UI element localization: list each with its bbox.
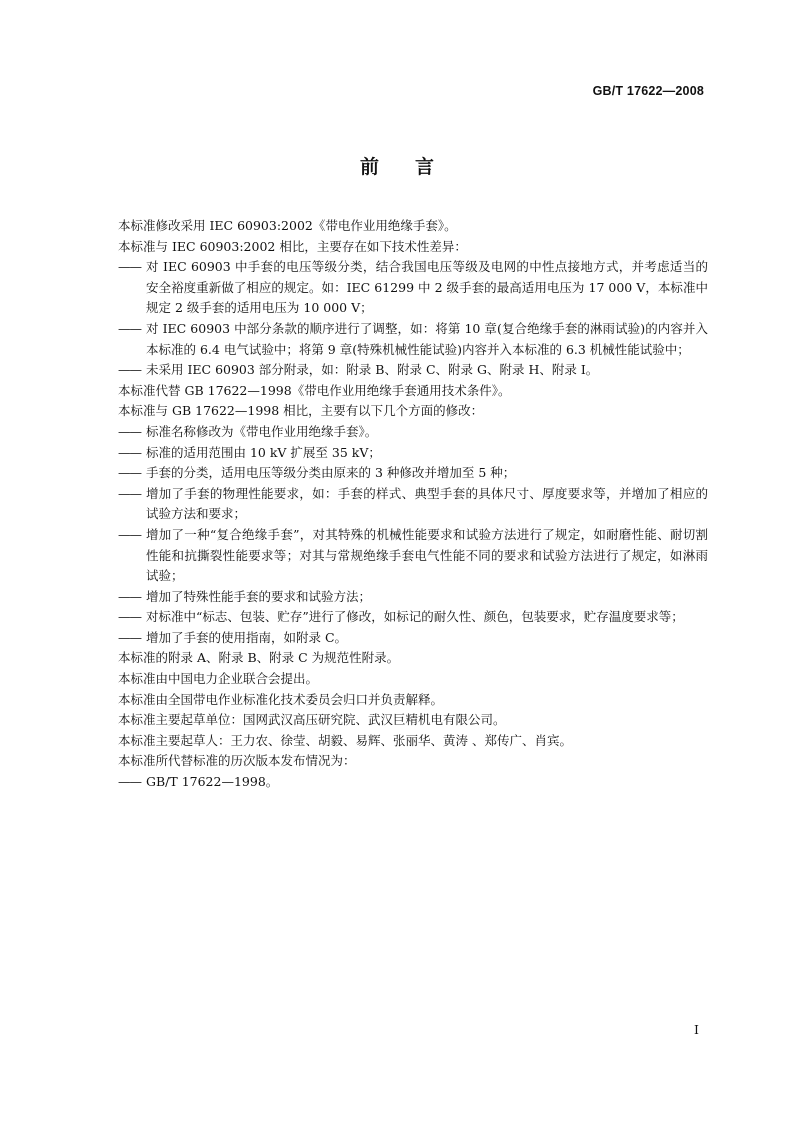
list-item-text: 对 IEC 60903 中手套的电压等级分类，结合我国电压等级及电网的中性点接地方式，并考虑适当的安全裕度重新做了相应的规定。如：IEC 61299 中 2 级手套的最高适用电压为 17 000 V，本标准中规定 2 级手套的适用电压为 10 000 V；	[146, 259, 708, 316]
paragraph: 本标准与 GB 17622—1998 相比，主要有以下几个方面的修改：	[118, 403, 484, 419]
paragraph: 本标准与 IEC 60903:2002 相比，主要存在如下技术性差异：	[118, 238, 467, 254]
dash-marker: ——	[118, 485, 141, 501]
dash-list-item	[118, 484, 708, 525]
list-item-text: 增加了特殊性能手套的要求和试验方法；	[146, 588, 372, 604]
page-title: 前言	[359, 156, 470, 178]
dash-marker: ——	[118, 362, 141, 378]
dash-marker: ——	[118, 320, 141, 336]
dash-list-item	[118, 360, 708, 381]
dash-list-item	[118, 607, 708, 628]
dash-marker: ——	[118, 609, 141, 625]
paragraph: 本标准代替 GB 17622—1998《带电作业用绝缘手套通用技术条件》。	[118, 382, 511, 398]
list-item-text: 增加了手套的物理性能要求，如：手套的样式、典型手套的具体尺寸、厚度要求等，并增加了相应的试验方法和要求；	[146, 485, 708, 522]
dash-list-item	[118, 443, 708, 464]
paragraph: 本标准主要起草人：王力农、徐莹、胡毅、易辉、张丽华、黄涛 、郑传广、肖宾。	[118, 732, 572, 748]
standard-code: GB/T 17622—2008	[592, 84, 704, 98]
dash-marker: ——	[118, 588, 141, 604]
list-item-text: GB/T 17622—1998。	[146, 774, 279, 790]
dash-list-item	[118, 257, 708, 319]
dash-list-item	[118, 422, 708, 443]
foreword-body	[118, 216, 708, 793]
dash-list-item	[118, 587, 708, 608]
paragraph: 本标准的附录 A、附录 B、附录 C 为规范性附录。	[118, 650, 400, 666]
dash-marker: ——	[118, 259, 141, 275]
paragraph: 本标准由中国电力企业联合会提出。	[118, 671, 319, 687]
dash-marker: ——	[118, 423, 141, 439]
dash-marker: ——	[118, 465, 141, 481]
dash-list-item	[118, 319, 708, 360]
dash-list-item	[118, 772, 708, 793]
dash-list-item	[118, 628, 708, 649]
dash-marker: ——	[118, 526, 141, 542]
list-item-text: 增加了一种“复合绝缘手套”，对其特殊的机械性能要求和试验方法进行了规定，如耐磨性能、耐切割性能和抗撕裂性能要求等；对其与常规绝缘手套电气性能不同的要求和试验方法进行了规定，如淋雨试验；	[146, 526, 708, 584]
paragraph: 本标准由全国带电作业标准化技术委员会归口并负责解释。	[118, 691, 444, 707]
list-item-text: 手套的分类，适用电压等级分类由原来的 3 种修改并增加至 5 种；	[146, 465, 516, 481]
list-item-text: 对 IEC 60903 中部分条款的顺序进行了调整，如：将第 10 章(复合绝缘手套的淋雨试验)的内容并入本标准的 6.4 电气试验中；将第 9 章(特殊机械性能试验)内容并入本标准的 6.3 机械性能试验中；	[146, 320, 708, 357]
paragraph: 本标准所代替标准的历次版本发布情况为：	[118, 753, 356, 769]
dash-list-item	[118, 525, 708, 587]
dash-marker: ——	[118, 774, 141, 790]
list-item-text: 标准名称修改为《带电作业用绝缘手套》。	[146, 423, 378, 439]
dash-marker: ——	[118, 629, 141, 645]
paragraph: 本标准主要起草单位：国网武汉高压研究院、武汉巨精机电有限公司。	[118, 712, 506, 728]
list-item-text: 未采用 IEC 60903 部分附录，如：附录 B、附录 C、附录 G、附录 H、附录 I。	[146, 362, 599, 378]
dash-marker: ——	[118, 444, 141, 460]
list-item-text: 对标准中“标志、包装、贮存”进行了修改，如标记的耐久性、颜色，包装要求，贮存温度要求等；	[146, 609, 684, 625]
list-item-text: 增加了手套的使用指南，如附录 C。	[146, 629, 348, 645]
dash-list-item	[118, 463, 708, 484]
list-item-text: 标准的适用范围由 10 kV 扩展至 35 kV；	[146, 444, 381, 460]
page-number: I	[694, 1022, 699, 1037]
paragraph: 本标准修改采用 IEC 60903:2002《带电作业用绝缘手套》。	[118, 218, 457, 233]
